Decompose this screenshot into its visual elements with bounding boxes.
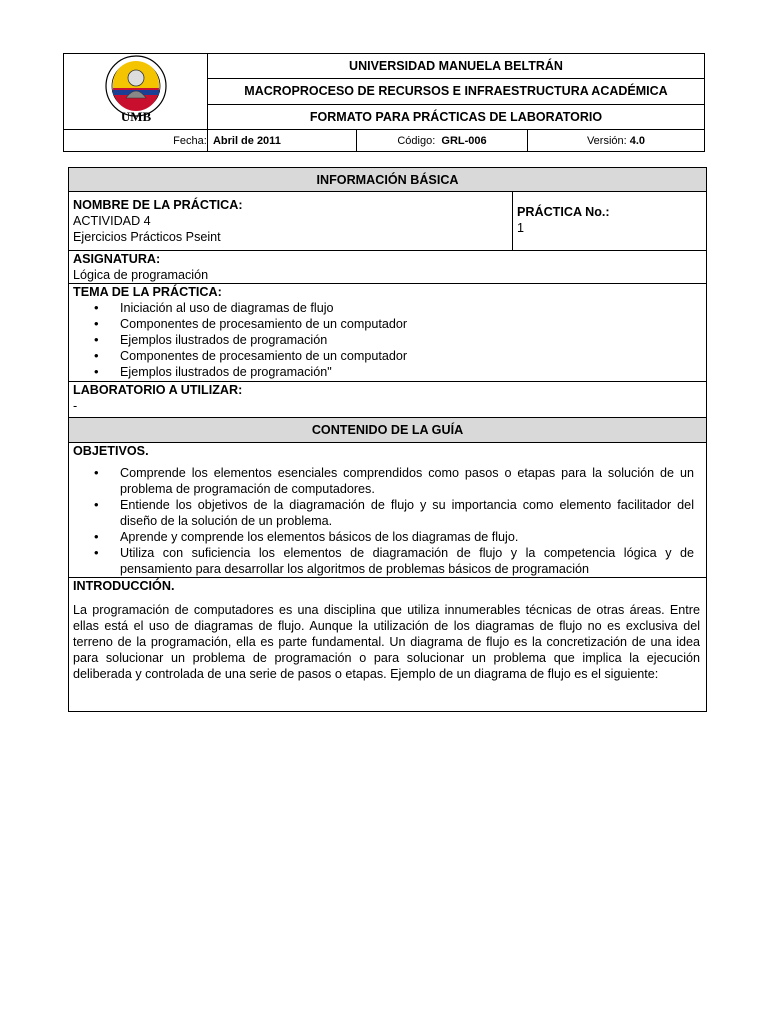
list-item: • Ejemplos ilustrados de programación" — [120, 364, 702, 380]
practice-name-line2: Ejercicios Prácticos Pseint — [73, 230, 221, 244]
topic-list — [73, 300, 702, 380]
logo-cell — [64, 54, 208, 130]
topic-cell — [69, 284, 707, 382]
list-item: • Componentes de procesamiento de un computador — [120, 348, 702, 364]
list-item: • Ejemplos ilustrados de programación — [120, 332, 702, 348]
university-logo — [98, 54, 174, 124]
list-item: • Comprende los elementos esenciales comprendidos como pasos o etapas para la solución de un problema de programación de computadores. — [120, 465, 694, 497]
practice-number-label: PRÁCTICA No.: — [517, 205, 610, 219]
objectives-cell — [69, 443, 707, 578]
list-item: • Aprende y comprende los elementos básicos de los diagramas de flujo. — [120, 529, 694, 545]
practice-info-table — [68, 167, 707, 712]
practice-name-line1: ACTIVIDAD 4 — [73, 214, 151, 228]
topic-label: TEMA DE LA PRÁCTICA: — [73, 285, 222, 299]
practice-name-cell — [69, 192, 513, 251]
university-name: UNIVERSIDAD MANUELA BELTRÁN — [208, 54, 705, 79]
list-item: • Utiliza con suficiencia los elementos de diagramación de flujo y la competencia lógica y de pensamiento para desarrollar los algoritmos de problemas básicos de programación — [120, 545, 694, 577]
practice-number-value: 1 — [517, 221, 525, 235]
subject-cell — [69, 251, 707, 284]
content-heading: CONTENIDO DE LA GUÍA — [69, 418, 707, 443]
format-title: FORMATO PARA PRÁCTICAS DE LABORATORIO — [208, 104, 705, 129]
lab-cell — [69, 382, 707, 418]
introduction-text: La programación de computadores es una disciplina que utiliza innumerables técnicas de otras áreas. Entre ellas está el uso de diagramas de flujo. Aunque la utilización de los diagramas de flujo no es exclusiva del terreno de la programación, ella es parte fundamental. Un diagrama de flujo es la concretización de una idea para solucionar un problema de programación o para solucionar un problema que implica la ejecución deliberada y controlada de una serie de pasos o etapas. Ejemplo de un diagrama de flujo es el siguiente: — [73, 603, 700, 681]
list-item: • Iniciación al uso de diagramas de flujo — [120, 300, 702, 316]
objectives-label: OBJETIVOS. — [73, 444, 149, 458]
practice-number-cell — [513, 192, 707, 251]
subject-value: Lógica de programación — [73, 268, 209, 282]
subject-label: ASIGNATURA: — [73, 252, 161, 266]
basic-info-heading: INFORMACIÓN BÁSICA — [69, 168, 707, 192]
objectives-list — [73, 465, 702, 577]
list-item: • Entiende los objetivos de la diagramación de flujo y su importancia como elemento facilitador del diseño de la solución de un problema. — [120, 497, 694, 529]
macroprocess-title: MACROPROCESO DE RECURSOS E INFRAESTRUCTURA ACADÉMICA — [208, 79, 705, 104]
introduction-label: INTRODUCCIÓN. — [73, 579, 175, 593]
date-cell-value: Fecha: Abril de 2011 — [208, 130, 357, 152]
practice-name-label: NOMBRE DE LA PRÁCTICA: — [73, 198, 243, 212]
code-cell: Código: GRL-006 — [357, 130, 528, 152]
introduction-cell — [69, 578, 707, 712]
svg-text:UMB: UMB — [120, 109, 151, 124]
lab-value: - — [73, 399, 78, 413]
document-header — [63, 53, 705, 152]
version-cell: Versión: 4.0 — [528, 130, 705, 152]
list-item: • Componentes de procesamiento de un computador — [120, 316, 702, 332]
lab-label: LABORATORIO A UTILIZAR: — [73, 383, 243, 397]
